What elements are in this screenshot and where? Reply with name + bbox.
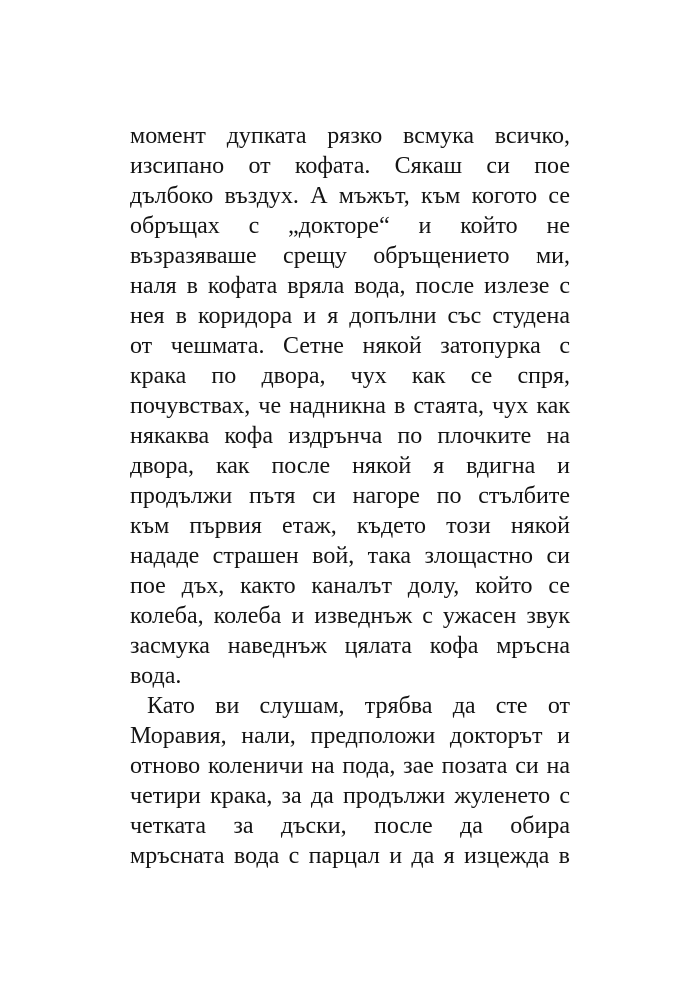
paragraph-1 [130,121,570,691]
text-line: възразяваше срещу обръщението ми, [130,243,570,269]
text-line: четири крака, за да продължи жуленето с [130,783,570,809]
text-line: нададе страшен вой, така злощастно си [130,543,570,569]
text-line: изсипано от кофата. Сякаш си пое [130,153,570,179]
text-line: почувствах, че надникна в стаята, чух как [130,393,570,419]
text-line: колеба, колеба и изведнъж с ужасен звук [130,603,570,629]
text-line: Като ви слушам, трябва да сте от [147,693,570,719]
text-line: крака по двора, чух как се спря, [130,363,570,389]
text-line: някаква кофа издрънча по плочките на [130,423,570,449]
text-line: наля в кофата вряла вода, после излезе с [130,273,570,299]
paragraph-2 [130,691,570,871]
text-line: обръщах с „докторе“ и който не [130,213,570,239]
text-line: вода. [130,663,182,689]
text-line: Моравия, нали, предположи докторът и [130,723,570,749]
text-line: мръсната вода с парцал и да я изцежда в [130,843,570,869]
text-line: към първия етаж, където този някой [130,513,570,539]
text-line: пое дъх, както каналът долу, който се [130,573,570,599]
text-line: от чешмата. Сетне някой затопурка с [130,333,570,359]
text-line: дълбоко въздух. А мъжът, към когото се [130,183,570,209]
text-line: продължи пътя си нагоре по стълбите [130,483,570,509]
text-line: четката за дъски, после да обира [130,813,570,839]
text-line: двора, как после някой я вдигна и [130,453,570,479]
text-line: засмука наведнъж цялата кофа мръсна [130,633,570,659]
text-line: момент дупката рязко всмука всичко, [130,123,570,149]
body-text [130,121,570,871]
text-line: нея в коридора и я допълни със студена [130,303,570,329]
text-line: отново коленичи на пода, зае позата си на [130,753,570,779]
